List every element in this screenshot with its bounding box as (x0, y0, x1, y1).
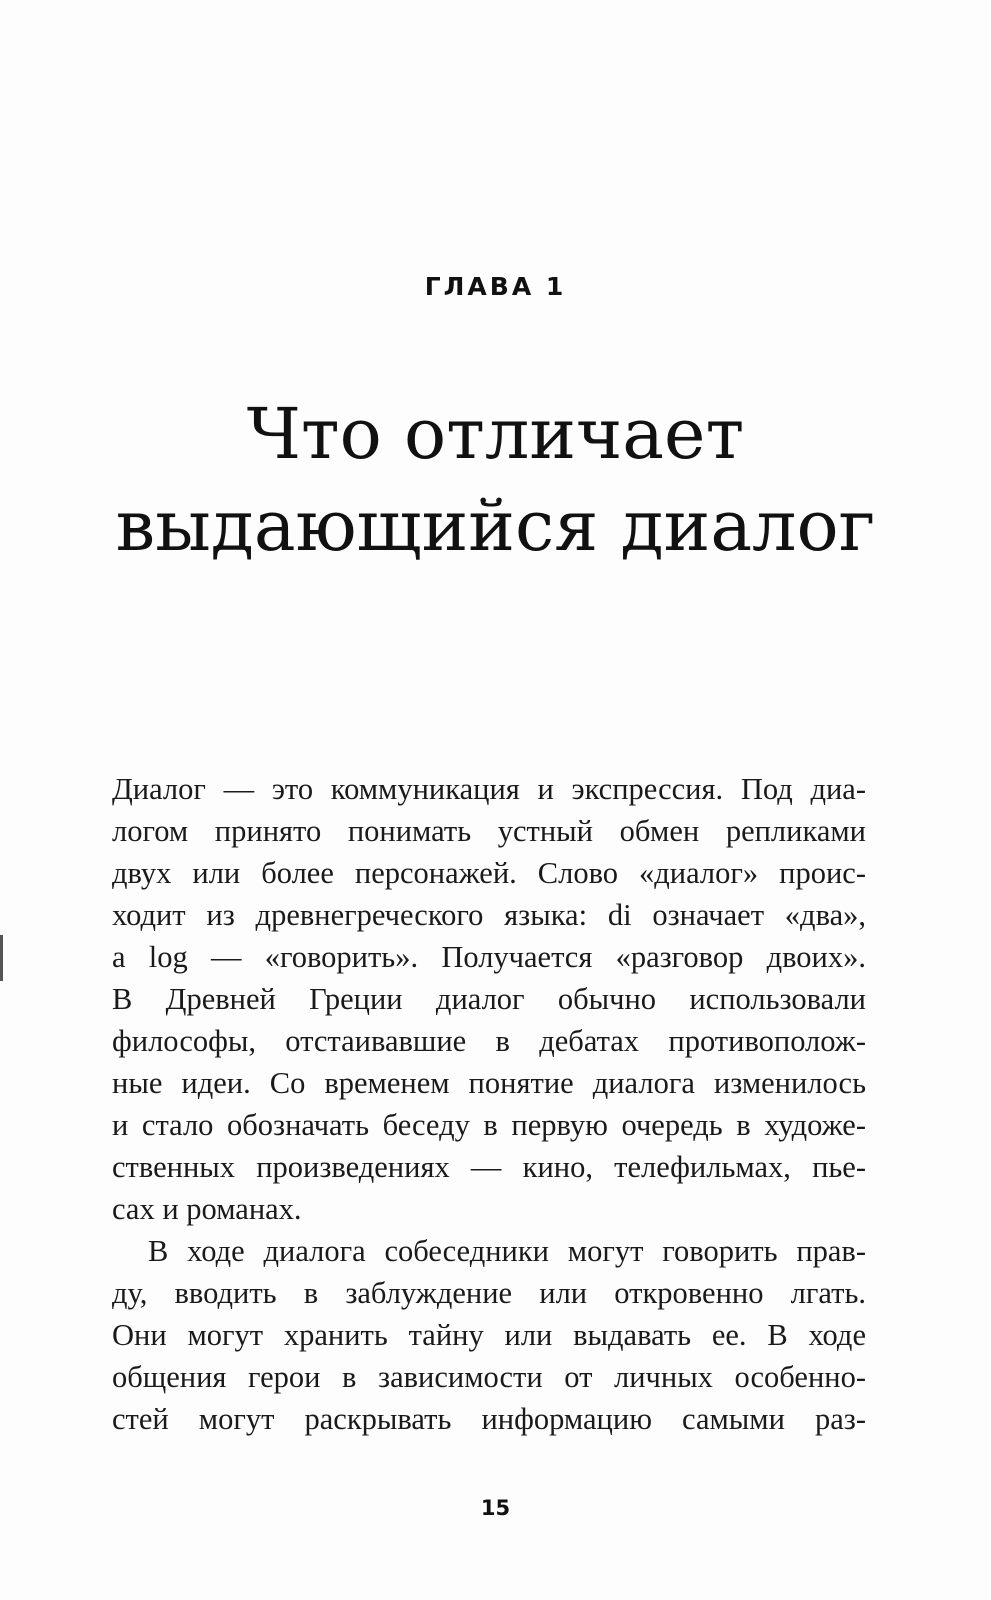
paragraph-2 (112, 1230, 866, 1440)
text-line: и стало обозначать беседу в первую очередь в художе- (112, 1108, 866, 1142)
text-line: философы, отстаивавшие в дебатах противополож- (112, 1024, 866, 1058)
chapter-label: ГЛАВА 1 (424, 272, 567, 301)
text-line: ные идеи. Со временем понятие диалога изменилось (112, 1066, 866, 1100)
text-line: ходит из древнегреческого языка: di означает «два», (112, 898, 866, 932)
page-number: 15 (480, 1496, 511, 1520)
text-line: логом принято понимать устный обмен репликами (112, 814, 866, 848)
body-text (112, 768, 866, 1440)
text-line: В ходе диалога собеседники могут говорить прав- (148, 1234, 866, 1268)
text-line: Они могут хранить тайну или выдавать ее. В ходе (112, 1318, 866, 1352)
text-line: ду, вводить в заблуждение или откровенно лгать. (112, 1276, 866, 1310)
text-line: общения герои в зависимости от личных особенно- (112, 1360, 866, 1394)
text-line: Диалог — это коммуникация и экспрессия. Под диа- (112, 772, 866, 806)
chapter-title-line: Что отличает (246, 393, 745, 475)
chapter-title (0, 388, 991, 572)
text-line: ственных произведениях — кино, телефильмах, пье- (112, 1150, 866, 1184)
text-line: сах и романах. (112, 1192, 302, 1226)
text-line: стей могут раскрывать информацию самыми раз- (112, 1402, 866, 1436)
paragraph-1 (112, 768, 866, 1230)
chapter-title-line: выдающийся диалог (115, 485, 876, 567)
text-line: a log — «говорить». Получается «разговор двоих». (112, 940, 866, 974)
text-line: В Древней Греции диалог обычно использовали (112, 982, 866, 1016)
page-edge-mark (0, 935, 3, 981)
text-line: двух или более персонажей. Слово «диалог» проис- (112, 856, 866, 890)
